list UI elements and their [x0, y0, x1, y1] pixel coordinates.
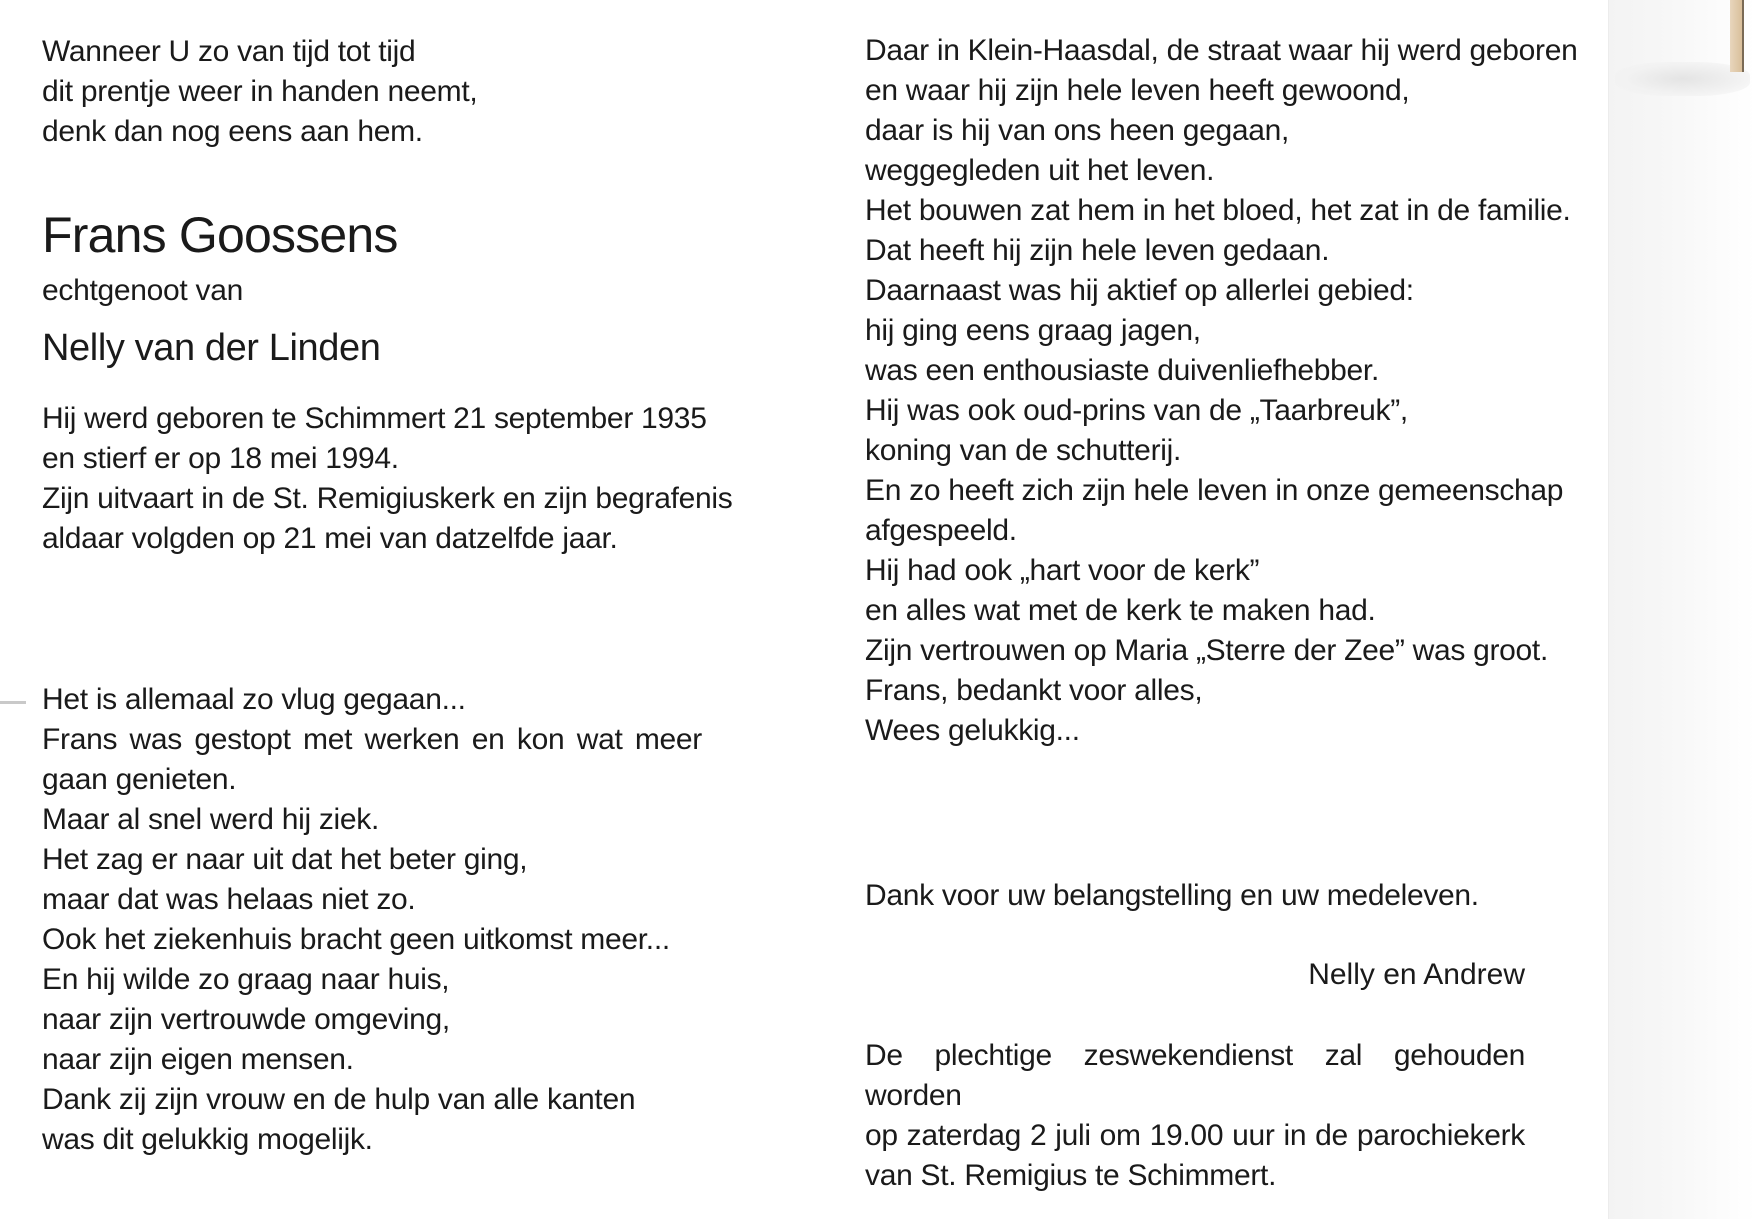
folded-tab — [1730, 0, 1744, 72]
notice-line: De plechtige zeswekendienst zal gehouden worden — [865, 1039, 1525, 1112]
biography-line: en stierf er op 18 mei 1994. — [42, 442, 399, 475]
deceased-block — [42, 205, 702, 371]
spouse-name: Nelly van der Linden — [42, 327, 381, 369]
biography-line: aldaar volgden op 21 mei van datzelfde jaar. — [42, 522, 618, 555]
poem-line: naar zijn vertrouwde omgeving, — [42, 1003, 450, 1036]
poem-line: Ook het ziekenhuis bracht geen uitkomst meer... — [42, 923, 670, 956]
poem-line: Dank zij zijn vrouw en de hulp van alle kanten — [42, 1083, 636, 1116]
biography-line: Zijn uitvaart in de St. Remigiuskerk en zijn begrafenis — [42, 482, 733, 515]
poem-line: Wees gelukkig... — [865, 714, 1080, 747]
verse-line: denk dan nog eens aan hem. — [42, 115, 423, 148]
poem-line: en waar hij zijn hele leven heeft gewoond, — [865, 74, 1410, 107]
poem-left — [42, 680, 702, 1160]
poem-line: was een enthousiaste duivenliefhebber. — [865, 354, 1379, 387]
poem-line: Frans, bedankt voor alles, — [865, 674, 1203, 707]
thanks-note — [865, 876, 1525, 916]
poem-line: weggegleden uit het leven. — [865, 154, 1215, 187]
signature: Nelly en Andrew — [1308, 958, 1525, 991]
deceased-name: Frans Goossens — [42, 207, 398, 263]
card-edge — [1608, 0, 1755, 1219]
poem-line: Hij had ook „hart voor de kerk” — [865, 554, 1260, 587]
poem-line: daar is hij van ons heen gegaan, — [865, 114, 1290, 147]
poem-line: Daar in Klein-Haasdal, de straat waar hij werd geboren — [865, 34, 1578, 67]
poem-line: afgespeeld. — [865, 514, 1017, 547]
poem-line: Het zag er naar uit dat het beter ging, — [42, 843, 528, 876]
poem-line: was dit gelukkig mogelijk. — [42, 1123, 373, 1156]
poem-line: Zijn vertrouwen op Maria „Sterre der Zee” was groot. — [865, 634, 1548, 667]
opening-verse — [42, 32, 702, 152]
poem-line: Frans was gestopt met werken en kon wat meer — [42, 723, 702, 756]
verse-line: dit prentje weer in handen neemt, — [42, 75, 478, 108]
poem-line: Maar al snel werd hij ziek. — [42, 803, 380, 836]
poem-line: En zo heeft zich zijn hele leven in onze gemeenschap — [865, 474, 1564, 507]
notice-line: van St. Remigius te Schimmert. — [865, 1159, 1277, 1192]
poem-line: Hij was ook oud-prins van de „Taarbreuk”, — [865, 394, 1408, 427]
poem-line: En hij wilde zo graag naar huis, — [42, 963, 450, 996]
biography — [42, 399, 733, 559]
poem-line: naar zijn eigen mensen. — [42, 1043, 354, 1076]
scan-mark — [0, 701, 26, 704]
poem-line: Dat heeft hij zijn hele leven gedaan. — [865, 234, 1330, 267]
thanks-text: Dank voor uw belangstelling en uw medeleven. — [865, 879, 1479, 912]
poem-line: Het is allemaal zo vlug gegaan... — [42, 683, 466, 716]
poem-line: maar dat was helaas niet zo. — [42, 883, 416, 916]
poem-line: koning van de schutterij. — [865, 434, 1182, 467]
poem-line: gaan genieten. — [42, 763, 237, 796]
relation-label: echtgenoot van — [42, 274, 243, 307]
poem-right — [865, 31, 1578, 751]
mass-notice — [865, 1036, 1525, 1196]
poem-line: en alles wat met de kerk te maken had. — [865, 594, 1376, 627]
poem-line: Daarnaast was hij aktief op allerlei gebied: — [865, 274, 1414, 307]
poem-line: hij ging eens graag jagen, — [865, 314, 1201, 347]
poem-line: Het bouwen zat hem in het bloed, het zat in de familie. — [865, 194, 1571, 227]
biography-line: Hij werd geboren te Schimmert 21 september 1935 — [42, 402, 707, 435]
notice-line: op zaterdag 2 juli om 19.00 uur in de parochiekerk — [865, 1119, 1525, 1152]
verse-line: Wanneer U zo van tijd tot tijd — [42, 35, 416, 68]
